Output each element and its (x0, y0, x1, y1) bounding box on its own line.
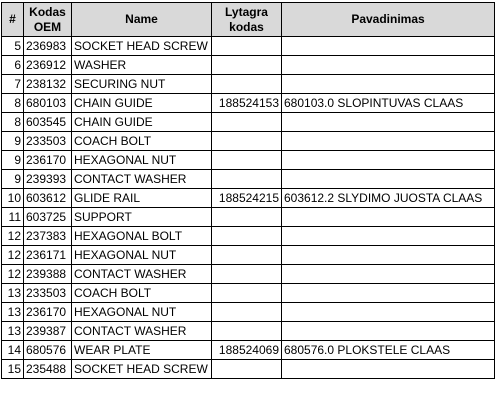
cell-number: 9 (2, 170, 24, 189)
cell-number: 10 (2, 189, 24, 208)
cell-name: SOCKET HEAD SCREW (72, 37, 212, 56)
cell-pavadinimas (282, 113, 495, 132)
cell-lytagra-kodas (212, 208, 282, 227)
table-row (2, 75, 495, 94)
cell-pavadinimas (282, 265, 495, 284)
cell-kodas-oem: 236170 (24, 303, 72, 322)
cell-name: COACH BOLT (72, 132, 212, 151)
cell-kodas-oem: 239388 (24, 265, 72, 284)
cell-lytagra-kodas (212, 322, 282, 341)
cell-name: HEXAGONAL NUT (72, 246, 212, 265)
table-row (2, 341, 495, 360)
cell-pavadinimas (282, 208, 495, 227)
cell-name: WASHER (72, 56, 212, 75)
cell-number: 9 (2, 151, 24, 170)
cell-pavadinimas (282, 132, 495, 151)
cell-name: HEXAGONAL BOLT (72, 227, 212, 246)
cell-pavadinimas: 680576.0 PLOKSTELE CLAAS (282, 341, 495, 360)
cell-number: 8 (2, 113, 24, 132)
cell-lytagra-kodas (212, 170, 282, 189)
cell-kodas-oem: 236912 (24, 56, 72, 75)
cell-pavadinimas: 680103.0 SLOPINTUVAS CLAAS (282, 94, 495, 113)
cell-number: 5 (2, 37, 24, 56)
cell-lytagra-kodas (212, 360, 282, 379)
cell-number: 11 (2, 208, 24, 227)
table-row (2, 132, 495, 151)
header-number: # (2, 3, 24, 37)
cell-lytagra-kodas (212, 265, 282, 284)
cell-kodas-oem: 233503 (24, 132, 72, 151)
cell-number: 13 (2, 284, 24, 303)
cell-pavadinimas (282, 37, 495, 56)
cell-lytagra-kodas: 188524215 (212, 189, 282, 208)
cell-name: GLIDE RAIL (72, 189, 212, 208)
cell-lytagra-kodas: 188524069 (212, 341, 282, 360)
cell-pavadinimas (282, 56, 495, 75)
cell-kodas-oem: 238132 (24, 75, 72, 94)
cell-name: CHAIN GUIDE (72, 94, 212, 113)
cell-pavadinimas: 603612.2 SLYDIMO JUOSTA CLAAS (282, 189, 495, 208)
cell-name: SOCKET HEAD SCREW (72, 360, 212, 379)
cell-name: HEXAGONAL NUT (72, 303, 212, 322)
header-row (2, 3, 495, 37)
cell-name: SECURING NUT (72, 75, 212, 94)
cell-lytagra-kodas (212, 227, 282, 246)
cell-name: CONTACT WASHER (72, 170, 212, 189)
table-row (2, 170, 495, 189)
cell-name: CONTACT WASHER (72, 265, 212, 284)
cell-name: CONTACT WASHER (72, 322, 212, 341)
cell-number: 7 (2, 75, 24, 94)
cell-kodas-oem: 603612 (24, 189, 72, 208)
header-pavadinimas: Pavadinimas (282, 3, 495, 37)
cell-kodas-oem: 236983 (24, 37, 72, 56)
table-row (2, 151, 495, 170)
table-row (2, 246, 495, 265)
cell-kodas-oem: 235488 (24, 360, 72, 379)
table-row (2, 94, 495, 113)
cell-number: 8 (2, 94, 24, 113)
table-row (2, 56, 495, 75)
table-row (2, 189, 495, 208)
table-row (2, 265, 495, 284)
cell-kodas-oem: 603725 (24, 208, 72, 227)
parts-table (1, 2, 495, 379)
cell-lytagra-kodas (212, 37, 282, 56)
table-row (2, 360, 495, 379)
cell-lytagra-kodas (212, 56, 282, 75)
cell-pavadinimas (282, 75, 495, 94)
cell-lytagra-kodas (212, 303, 282, 322)
cell-pavadinimas (282, 284, 495, 303)
table-row (2, 37, 495, 56)
cell-kodas-oem: 603545 (24, 113, 72, 132)
cell-number: 9 (2, 132, 24, 151)
header-name: Name (72, 3, 212, 37)
cell-pavadinimas (282, 246, 495, 265)
cell-kodas-oem: 239387 (24, 322, 72, 341)
cell-name: SUPPORT (72, 208, 212, 227)
table-row (2, 113, 495, 132)
cell-lytagra-kodas: 188524153 (212, 94, 282, 113)
cell-number: 14 (2, 341, 24, 360)
header-kodas-oem: Kodas OEM (24, 3, 72, 37)
cell-number: 12 (2, 265, 24, 284)
table-body (2, 37, 495, 379)
cell-lytagra-kodas (212, 151, 282, 170)
cell-lytagra-kodas (212, 246, 282, 265)
table-row (2, 303, 495, 322)
cell-kodas-oem: 236170 (24, 151, 72, 170)
cell-number: 12 (2, 227, 24, 246)
cell-kodas-oem: 680103 (24, 94, 72, 113)
table-row (2, 208, 495, 227)
cell-number: 13 (2, 322, 24, 341)
cell-pavadinimas (282, 303, 495, 322)
cell-kodas-oem: 237383 (24, 227, 72, 246)
table-row (2, 322, 495, 341)
cell-number: 12 (2, 246, 24, 265)
cell-lytagra-kodas (212, 113, 282, 132)
cell-pavadinimas (282, 170, 495, 189)
cell-number: 13 (2, 303, 24, 322)
cell-kodas-oem: 680576 (24, 341, 72, 360)
cell-lytagra-kodas (212, 132, 282, 151)
cell-kodas-oem: 239393 (24, 170, 72, 189)
table-row (2, 227, 495, 246)
cell-name: WEAR PLATE (72, 341, 212, 360)
cell-number: 15 (2, 360, 24, 379)
cell-number: 6 (2, 56, 24, 75)
cell-pavadinimas (282, 322, 495, 341)
cell-name: CHAIN GUIDE (72, 113, 212, 132)
table-row (2, 284, 495, 303)
cell-lytagra-kodas (212, 75, 282, 94)
cell-pavadinimas (282, 360, 495, 379)
cell-kodas-oem: 236171 (24, 246, 72, 265)
header-lytagra-kodas: Lytagra kodas (212, 3, 282, 37)
cell-pavadinimas (282, 151, 495, 170)
cell-kodas-oem: 233503 (24, 284, 72, 303)
table-header (2, 3, 495, 37)
cell-name: COACH BOLT (72, 284, 212, 303)
cell-name: HEXAGONAL NUT (72, 151, 212, 170)
cell-lytagra-kodas (212, 284, 282, 303)
cell-pavadinimas (282, 227, 495, 246)
